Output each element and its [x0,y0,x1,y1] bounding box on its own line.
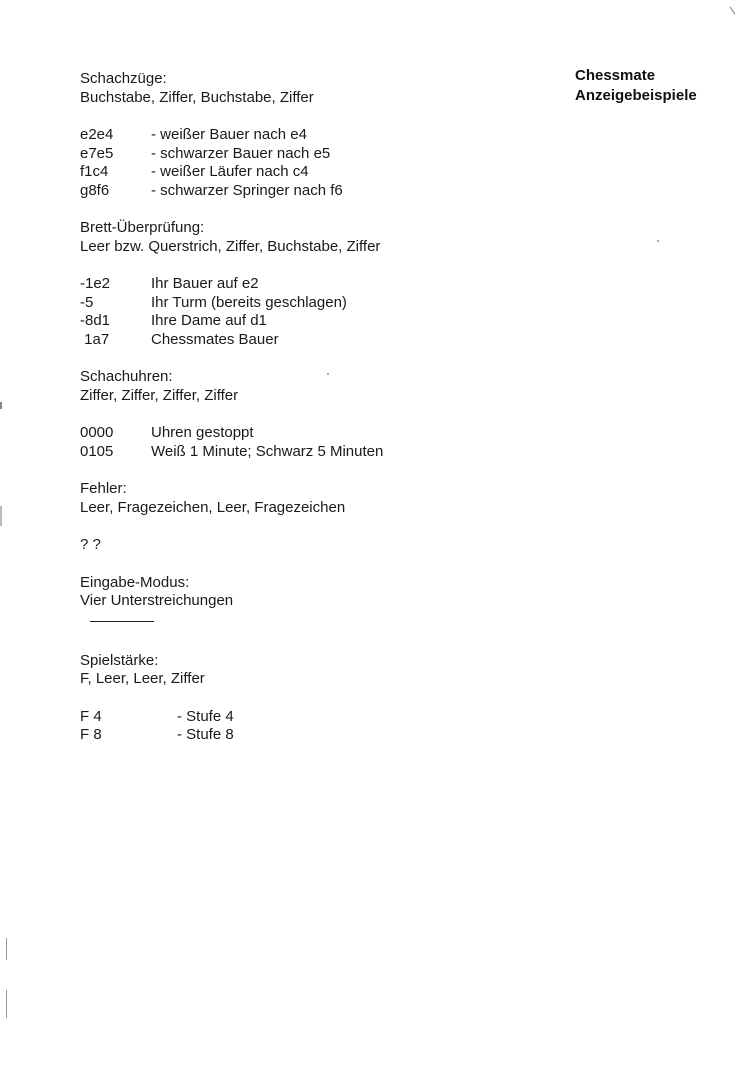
example-description: Weiß 1 Minute; Schwarz 5 Minuten [151,442,384,460]
example-code: 0105 [80,442,114,460]
spacer [80,555,540,574]
example-description: - schwarzer Springer nach f6 [151,181,343,199]
example-code: e7e5 [80,144,114,162]
section-level [80,652,540,745]
section-input-mode [80,574,540,622]
scan-artifact [6,990,7,1018]
example-code: -5 [80,293,94,311]
section-description: Ziffer, Ziffer, Ziffer, Ziffer [80,386,239,404]
example-row [80,312,540,331]
example-row [80,275,540,294]
example-code: e2e4 [80,126,114,143]
example-code: 0000 [80,424,114,441]
example-description: - Stufe 8 [177,726,234,743]
example-list [80,424,540,461]
example-code: -8d1 [80,312,111,329]
section-title: Eingabe-Modus: [80,573,190,591]
section-title: Brett-Überprüfung: [80,219,205,236]
section-title: Schachuhren: [80,368,173,385]
example-row [80,443,540,462]
example-row [80,182,540,201]
example-row [80,145,540,164]
section-description: Leer bzw. Querstrich, Ziffer, Buchstabe, Ziffer [80,237,381,255]
example-row [80,126,540,145]
example-description: - Stufe 4 [177,707,234,725]
example-list [80,708,540,745]
spacer [80,622,540,652]
section-description: Leer, Fragezeichen, Leer, Fragezeichen [80,498,346,516]
example-list [80,275,540,349]
section-description: Buchstabe, Ziffer, Buchstabe, Ziffer [80,88,314,106]
example-description: - weißer Bauer nach e4 [151,126,307,143]
example-row [80,331,540,350]
section-clocks [80,368,540,461]
example-code: f1c4 [80,163,109,180]
section-description: Vier Unterstreichungen [80,592,234,609]
example-row [80,163,540,182]
example-code: F 8 [80,726,102,743]
section-moves [80,70,540,200]
scan-artifact [0,506,2,526]
example-description: Ihr Turm (bereits geschlagen) [151,293,347,311]
spacer [80,461,540,480]
example-description: - schwarzer Bauer nach e5 [151,144,331,162]
example-row [80,294,540,313]
document-heading [575,66,697,106]
example-code: -1e2 [80,275,111,292]
example-description: Chessmates Bauer [151,330,279,348]
example-description: Ihre Dame auf d1 [151,312,267,329]
example-row [80,708,540,727]
document-body [80,70,540,745]
spacer [80,200,540,219]
example-row [80,726,540,745]
example-row [80,424,540,443]
example-description: - weißer Läufer nach c4 [151,163,309,180]
example-description: Ihr Bauer auf e2 [151,275,259,292]
scan-artifact [327,373,329,375]
example-code: 1a7 [80,330,110,348]
section-title: Schachzüge: [80,70,167,87]
example-list [80,536,540,555]
section-error [80,480,540,555]
section-title: Spielstärke: [80,651,159,669]
section-description: F, Leer, Leer, Ziffer [80,670,205,687]
error-example: ? ? [80,536,101,553]
scan-artifact [6,938,7,960]
example-code: g8f6 [80,181,110,199]
section-title: Fehler: [80,480,127,497]
example-row [80,536,540,555]
scan-artifact [730,7,736,15]
heading-line-2: Anzeigebeispiele [575,87,697,104]
spacer [80,349,540,368]
example-code: F 4 [80,707,102,725]
heading-line-1: Chessmate [575,67,656,84]
example-list [80,126,540,200]
section-board-check [80,219,540,349]
scan-artifact [0,402,2,409]
scan-artifact [657,240,659,242]
example-description: Uhren gestoppt [151,424,254,441]
